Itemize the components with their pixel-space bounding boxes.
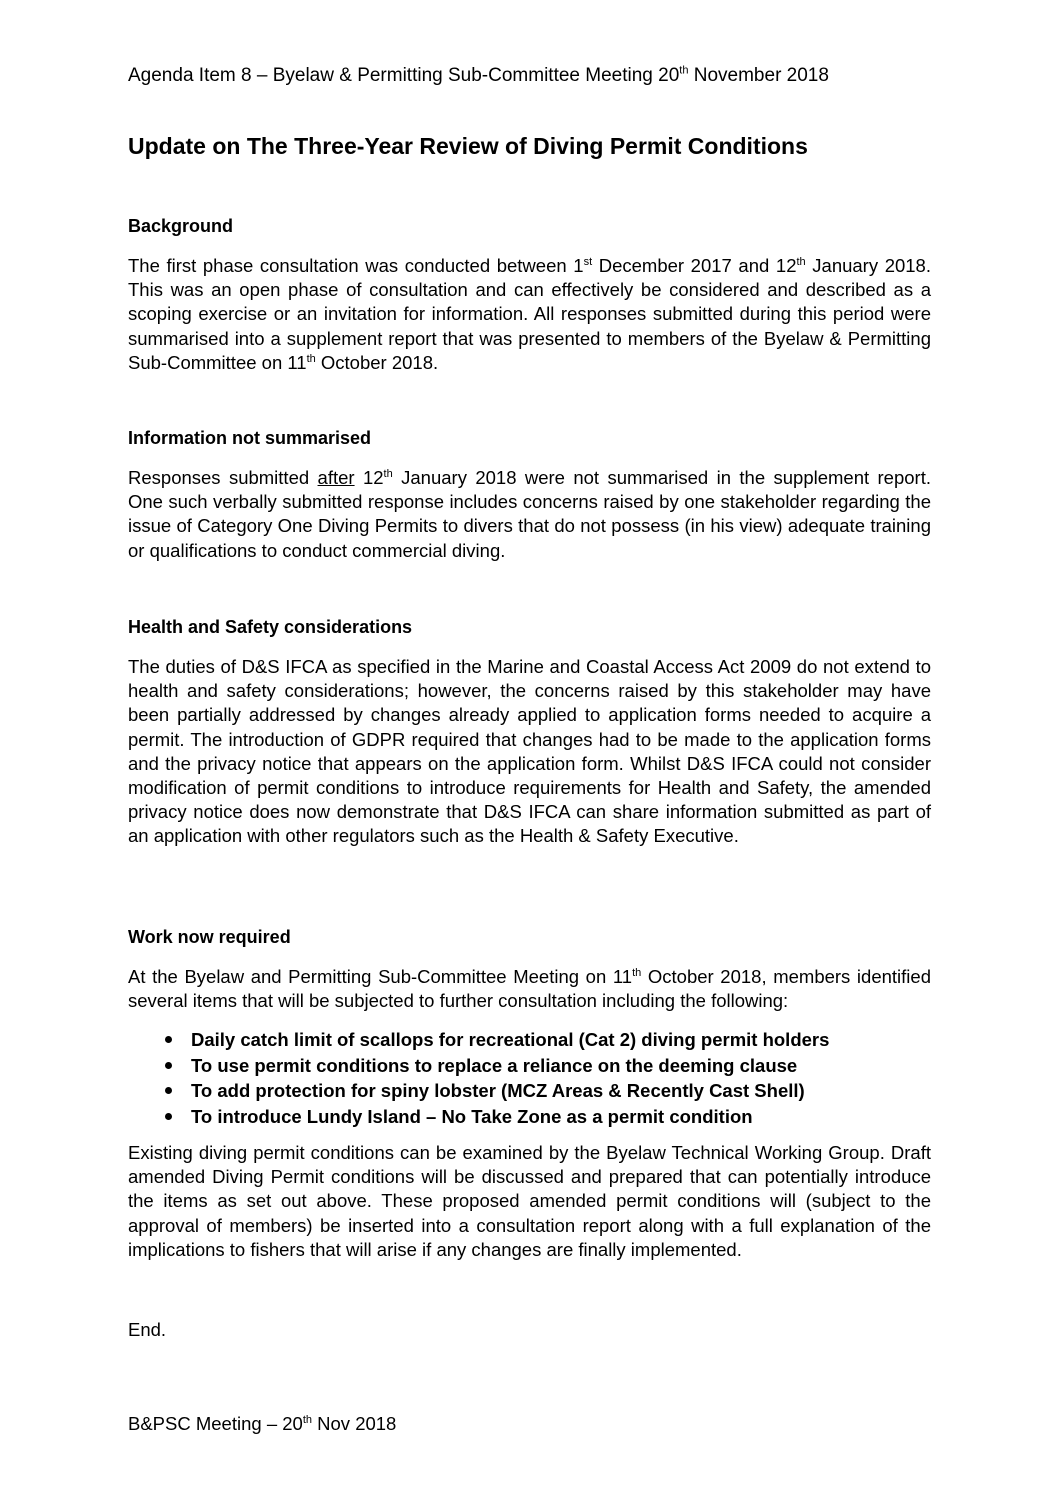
end-text: End. [128,1319,167,1340]
page-footer [128,1412,396,1436]
bullet-text: To use permit conditions to replace a reliance on the deeming clause [191,1054,798,1076]
background-text-1: The first phase consultation was conducted between 1 [128,255,584,276]
list-item [128,1078,829,1104]
bullet-icon [165,1113,172,1120]
bullet-icon [165,1036,172,1043]
info-underlined-after: after [317,467,355,488]
background-text-3: January 2018. This was an open phase of consultation and can effectively be considered and described as a scoping exercise or an invitation for information. All responses submitted during this period were summarised into a supplement report that was presented to members of the Byelaw & Permitting Sub-Committee on 11 [128,255,931,373]
bullet-icon [165,1087,172,1094]
bullet-icon [165,1062,172,1069]
info-sup-1: th [383,467,393,480]
background-text-2: December 2017 and 12 [592,255,797,276]
background-heading: Background [128,216,234,236]
footer-sup: th [302,1413,313,1426]
info-paragraph [128,466,931,563]
info-heading: Information not summarised [128,428,372,448]
document-title: Update on The Three-Year Review of Diving Permit Conditions [128,133,808,159]
health-paragraph: The duties of D&S IFCA as specified in the Marine and Coastal Access Act 2009 do not extend to health and safety considerations; however, the concerns raised by this stakeholder may have been partially addressed by changes already applied to application forms needed to acquire a permit. The introduction of GDPR required that changes had to be made to the application forms and the privacy notice that appears on the application form. Whilst D&S IFCA could not consider modification of permit conditions to introduce requirements for Health and Safety, the amended privacy notice does now demonstrate that D&S IFCA can share information submitted as part of an application with other regulators such as the Health & Safety Executive. [128,656,931,847]
background-text-4: October 2018. [315,351,439,373]
work-text-1: At the Byelaw and Permitting Sub-Committee Meeting on 11 [128,966,633,987]
background-sup-2: th [796,255,806,268]
info-text-2: 12 [354,467,384,488]
bullet-text: Daily catch limit of scallops for recreational (Cat 2) diving permit holders [191,1029,830,1050]
work-closing-paragraph: Existing diving permit conditions can be examined by the Byelaw Technical Working Group. Draft amended Diving Permit conditions will be discussed and prepared that can potentially introduce the items as set out above. These proposed amended permit conditions will (subject to the approval of members) be inserted into a consultation report along with a full explanation of the implications to fishers that will arise if any changes are finally implemented. [128,1142,931,1260]
bullet-text: To add protection for spiny lobster (MCZ Areas & Recently Cast Shell) [191,1080,805,1101]
list-item [128,1053,829,1079]
background-sup-3: th [306,352,316,365]
info-text-1: Responses submitted [128,467,318,488]
health-heading: Health and Safety considerations [128,617,413,637]
agenda-header-text-end: November 2018 [688,65,829,86]
info-text-3: January 2018 were not summarised in the supplement report. One such verbally submitted response includes concerns raised by one stakeholder regarding the issue of Category One Diving Permits to divers that do not possess (in his view) adequate training or qualifications to conduct commercial diving. [128,467,931,561]
work-heading: Work now required [128,927,291,947]
background-paragraph [128,254,931,375]
bullet-text: To introduce Lundy Island – No Take Zone as a permit condition [191,1105,753,1127]
document-page [128,0,931,1497]
work-bullet-list [128,1027,829,1129]
footer-text: B&PSC Meeting – 20 [128,1413,303,1434]
agenda-header [128,64,829,88]
work-text-2: October 2018, members identified several items that will be subjected to further consultation including the following: [128,966,931,1012]
work-sup-1: th [632,966,642,979]
footer-text-end: Nov 2018 [312,1413,397,1434]
list-item [128,1027,829,1053]
agenda-header-sup: th [679,64,689,77]
background-sup-1: st [583,255,593,268]
agenda-header-text: Agenda Item 8 – Byelaw & Permitting Sub-Committee Meeting 20 [128,65,680,86]
list-item [128,1104,829,1130]
work-paragraph [128,965,931,1013]
